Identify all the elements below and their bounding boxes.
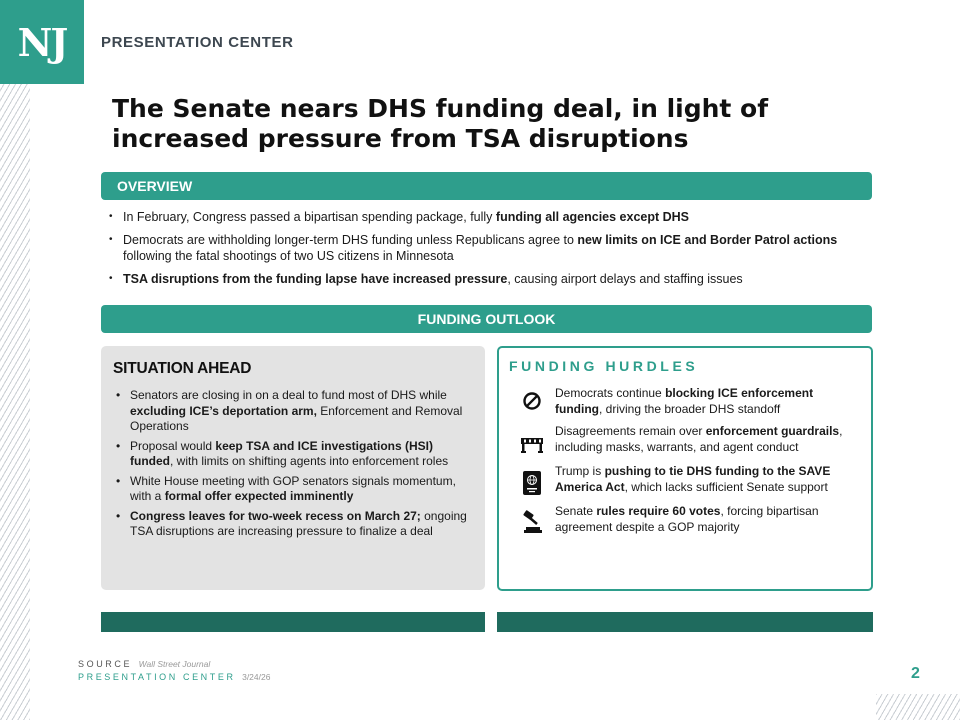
bullet-bold-text: funding all agencies except DHS	[495, 210, 690, 224]
overview-label: OVERVIEW	[117, 178, 193, 194]
hurdle-item	[509, 386, 861, 417]
hurdle-plain-text: Senate	[555, 504, 597, 518]
header-label: PRESENTATION CENTER	[101, 34, 294, 51]
hurdle-plain-text: Democrats continue	[555, 386, 666, 400]
bullet-bold-text: formal offer expected imminently	[164, 489, 354, 503]
bullet-bold-text: new limits on ICE and Border Patrol actions	[577, 233, 838, 247]
source-label: SOURCE	[78, 659, 133, 669]
overview-list	[108, 209, 870, 294]
hurdle-bold-text: rules require 60 votes	[596, 504, 721, 518]
hurdle-item	[509, 464, 861, 496]
bullet-text: Enforcement and Removal Operations	[130, 403, 463, 433]
hurdle-item	[509, 424, 861, 455]
bullet-bold-text: Congress leaves for two-week recess on March 27;	[130, 508, 421, 523]
passport-icon	[509, 464, 555, 496]
hurdle-item	[509, 504, 861, 535]
hurdle-text	[555, 424, 855, 455]
bullet-bold-text: keep TSA and ICE investigations (HSI) funded	[130, 438, 433, 468]
bullet-text: White House meeting with GOP senators signals momentum, with a	[130, 473, 456, 503]
bullet-text: Proposal would	[130, 438, 216, 453]
situation-ahead-title: SITUATION AHEAD	[113, 360, 252, 377]
footer-date: 3/24/26	[242, 672, 271, 682]
logo-text: NJ	[17, 19, 67, 65]
bullet-bold-text: TSA disruptions from the funding lapse have increased pressure	[123, 272, 508, 286]
footer-center-label: PRESENTATION CENTER	[78, 672, 236, 682]
bullet-text: , with limits on shifting agents into enforcement roles	[170, 454, 449, 468]
funding-hurdles-title: FUNDING HURDLES	[509, 358, 699, 374]
funding-outlook-label: FUNDING OUTLOOK	[417, 311, 556, 327]
logo	[0, 0, 84, 84]
situation-list	[113, 388, 473, 540]
prohibited-icon	[509, 386, 555, 411]
page-title	[112, 94, 872, 154]
hurdle-bold-text: blocking ICE enforcement funding	[555, 386, 814, 416]
situation-ahead-panel	[101, 346, 485, 590]
hurdle-plain-text: , forcing bipartisan agreement despite a GOP majority	[555, 504, 819, 534]
bullet-text: Senators are closing in on a deal to fund most of DHS while	[130, 388, 447, 402]
overview-bullet	[108, 232, 870, 264]
bullet-text: Democrats are withholding longer-term DHS funding unless Republicans agree to	[123, 233, 578, 247]
hurdle-bold-text: enforcement guardrails	[705, 424, 840, 438]
hurdle-plain-text: , including masks, warrants, and agent conduct	[555, 424, 843, 454]
footer-line	[78, 672, 270, 682]
page-title-line-1: The Senate nears DHS funding deal, in light of	[112, 94, 769, 123]
situation-bullet	[113, 439, 473, 470]
situation-bullet	[113, 474, 473, 505]
hurdle-bold-text: pushing to tie DHS funding to the SAVE America Act	[555, 464, 831, 494]
page-number: 2	[911, 665, 920, 682]
overview-bullet	[108, 209, 870, 225]
hurdle-plain-text: , which lacks sufficient Senate support	[624, 479, 828, 494]
hurdle-plain-text: , driving the broader DHS standoff	[598, 401, 781, 416]
bullet-text: , causing airport delays and staffing issues	[507, 272, 743, 286]
page-title-line-2: increased pressure from TSA disruptions	[112, 124, 689, 153]
source-value: Wall Street Journal	[138, 659, 211, 669]
decorative-hatch-left	[0, 84, 30, 720]
hurdle-plain-text: Disagreements remain over	[555, 424, 706, 438]
bullet-text: following the fatal shootings of two US citizens in Minnesota	[123, 249, 454, 263]
funding-outlook-header-bar	[101, 305, 872, 333]
source-line	[78, 659, 210, 669]
bullet-bold-text: excluding ICE’s deportation arm,	[130, 403, 317, 418]
hurdle-plain-text: Trump is	[555, 464, 605, 478]
situation-bullet	[113, 509, 473, 540]
situation-bullet	[113, 388, 473, 435]
bullet-text: In February, Congress passed a bipartisan spending package, fully	[123, 210, 496, 224]
hurdle-text	[555, 504, 855, 535]
gavel-icon	[509, 504, 555, 534]
hurdle-text	[555, 386, 855, 417]
hurdle-text	[555, 464, 855, 495]
footer-band-left	[101, 612, 485, 632]
bullet-text: ongoing TSA disruptions are increasing pressure to finalize a deal	[130, 508, 467, 538]
funding-hurdles-panel	[497, 346, 873, 591]
overview-header-bar	[101, 172, 872, 200]
overview-bullet	[108, 271, 870, 287]
footer-band-right	[497, 612, 873, 632]
decorative-hatch-bottom-right	[876, 694, 960, 720]
barrier-icon	[509, 424, 555, 454]
